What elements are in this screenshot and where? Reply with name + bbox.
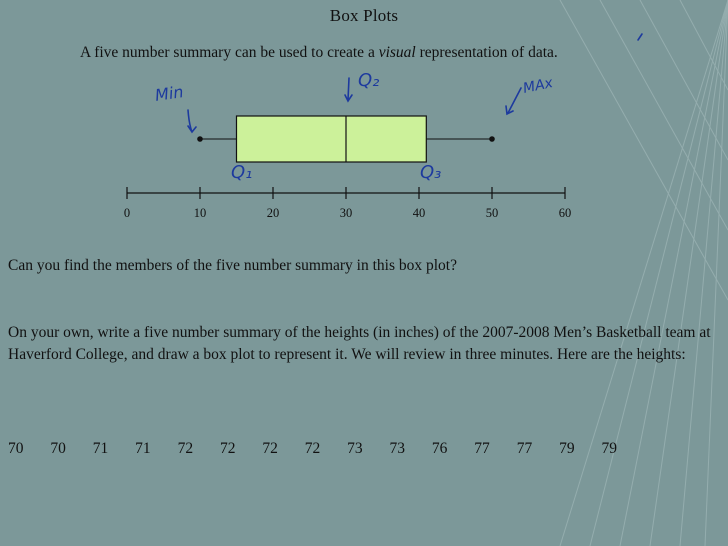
height-value: 73 [389,440,406,457]
min-point [197,136,203,142]
subtitle-text-start: A five number summary can be used to create a [80,44,379,61]
x-tick-label: 20 [266,206,280,220]
q2-annotation: Q₂ [358,70,380,91]
q1-annotation: Q₁ [231,162,253,183]
x-tick-label: 60 [558,206,572,220]
q3-annotation: Q₃ [420,162,442,183]
x-tick-label: 50 [485,206,499,220]
height-value: 72 [177,440,194,457]
question-text: Can you find the members of the five number summary in this box plot? [8,257,457,274]
height-value: 72 [262,440,278,457]
max-annotation: MAx [521,75,555,97]
height-value: 79 [601,440,617,457]
height-value: 70 [8,440,24,457]
subtitle-text-end: representation of data. [415,44,558,61]
heights-list [8,440,644,458]
height-value: 72 [304,440,321,457]
instructions-text: On your own, write a five number summary of the heights (in inches) of the 2007-2008 Men’s Basketball team at Haverford College, and draw a box plot to represent it. We will review in three minutes. Here are the heights: [8,324,711,363]
height-value: 76 [431,440,448,457]
x-tick-label: 0 [123,206,131,220]
height-value: 71 [135,440,151,457]
x-tick-label: 30 [339,206,353,220]
subtitle-emphasis: visual [378,44,416,61]
box-iqr [237,116,427,162]
height-value: 73 [347,440,363,457]
x-tick-label: 40 [412,206,426,220]
box-plot-chart [0,0,728,240]
height-value: 79 [559,440,575,457]
height-value: 77 [474,440,490,457]
x-tick-label: 10 [193,206,207,220]
height-value: 77 [516,440,533,457]
height-value: 71 [92,440,109,457]
chart-layer [124,116,571,220]
height-value: 72 [219,440,236,457]
slide-title: Box Plots [329,6,399,25]
min-annotation: Min [153,82,185,105]
height-value: 70 [50,440,66,457]
max-point [489,136,495,142]
